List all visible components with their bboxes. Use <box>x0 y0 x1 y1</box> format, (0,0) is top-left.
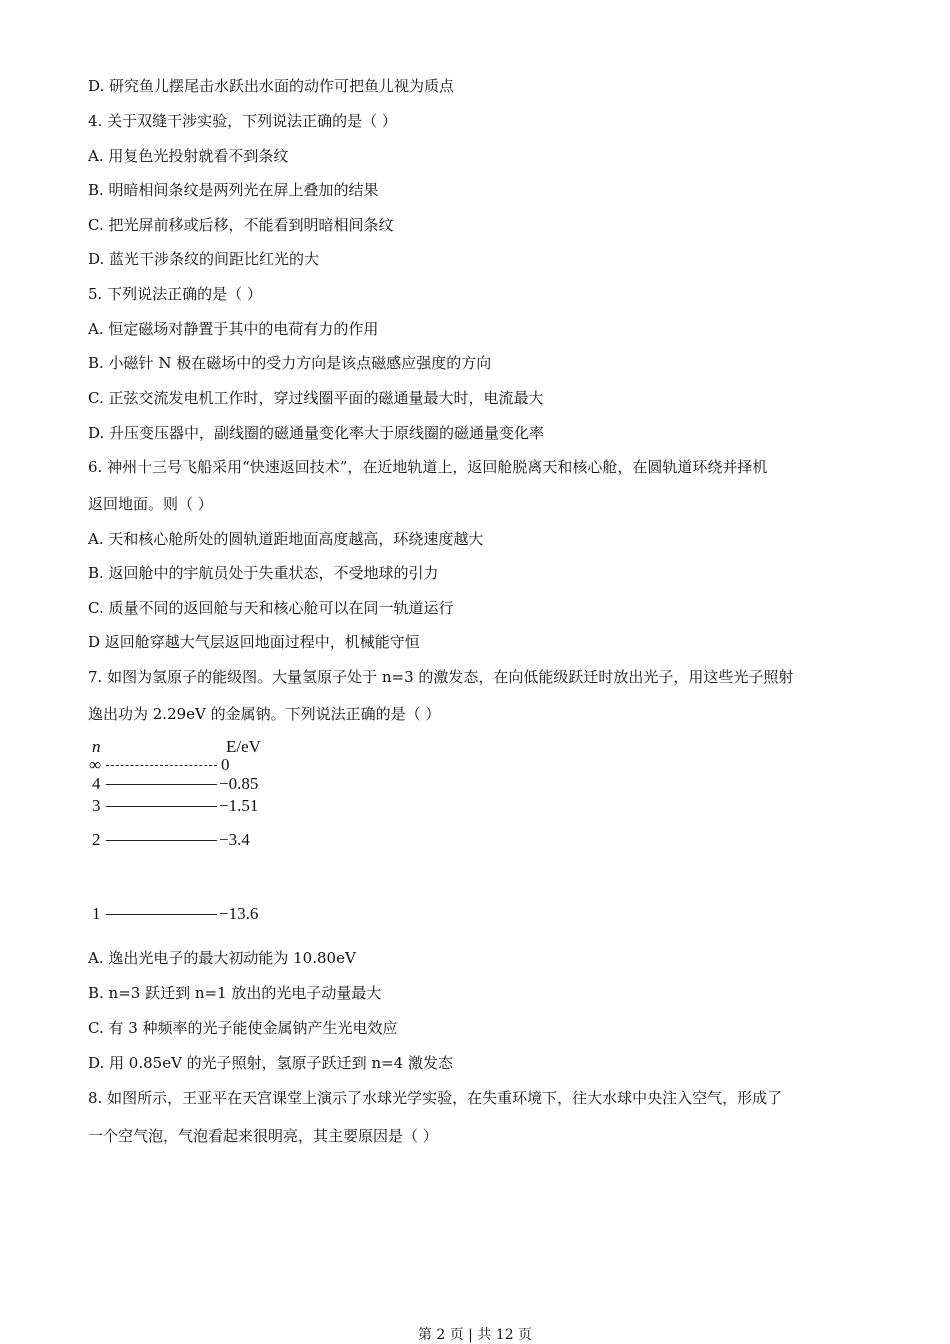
question-6-stem-cont: 返回地面。则（ ） <box>88 495 213 513</box>
option-c: C. 把光屏前移或后移，不能看到明暗相间条纹 <box>88 216 394 234</box>
option-b: B. 明暗相间条纹是两列光在屏上叠加的结果 <box>88 181 379 199</box>
energy-axis-label: E/eV <box>226 737 261 756</box>
option-a: A. 逸出光电子的最大初动能为 10.80eV <box>88 949 356 967</box>
question-5-stem: 5. 下列说法正确的是（ ） <box>88 285 262 303</box>
option-a: A. 天和核心舱所处的圆轨道距地面高度越高，环绕速度越大 <box>88 530 484 548</box>
level-energy: −1.51 <box>219 796 259 815</box>
option-d: D. 用 0.85eV 的光子照射，氢原子跃迁到 n=4 激发态 <box>88 1054 453 1072</box>
text-line: D. 研究鱼儿摆尾击水跃出水面的动作可把鱼儿视为质点 <box>88 77 455 95</box>
option-c: C. 质量不同的返回舱与天和核心舱可以在同一轨道运行 <box>88 599 454 617</box>
option-b: B. 小磁针 N 极在磁场中的受力方向是该点磁感应强度的方向 <box>88 354 492 372</box>
level-n: ∞ <box>89 755 102 774</box>
option-c: C. 正弦交流发电机工作时，穿过线圈平面的磁通量最大时，电流最大 <box>88 389 544 407</box>
level-energy: −0.85 <box>219 774 259 793</box>
option-b: B. n=3 跃迁到 n=1 放出的光电子动量最大 <box>88 984 382 1002</box>
level-line-3 <box>106 806 217 807</box>
page-footer: 第 2 页 | 共 12 页 <box>417 1327 533 1343</box>
option-b: B. 返回舱中的宇航员处于失重状态，不受地球的引力 <box>88 564 439 582</box>
option-d: D. 蓝光干涉条纹的间距比红光的大 <box>88 250 320 268</box>
level-line-1 <box>106 914 217 915</box>
level-n: 1 <box>92 904 101 923</box>
level-n: 2 <box>92 830 101 849</box>
question-6-stem: 6. 神州十三号飞船采用“快速返回技术”，在近地轨道上，返回舱脱离天和核心舱，在圆轨道环绕并择机 <box>88 458 768 476</box>
question-7-stem-cont: 逸出功为 2.29eV 的金属钠。下列说法正确的是（ ） <box>88 705 441 723</box>
option-d: D. 升压变压器中，副线圈的磁通量变化率大于原线圈的磁通量变化率 <box>88 424 545 442</box>
n-axis-label: n <box>92 737 101 756</box>
level-n: 4 <box>92 774 101 793</box>
level-energy: 0 <box>221 755 230 774</box>
question-8-stem-cont: 一个空气泡，气泡看起来很明亮，其主要原因是（ ） <box>88 1127 438 1145</box>
level-n: 3 <box>92 796 101 815</box>
question-8-stem: 8. 如图所示，王亚平在天宫课堂上演示了水球光学实验，在失重环境下，往大水球中央注入空气，形成了 <box>88 1089 783 1107</box>
level-energy: −3.4 <box>219 830 250 849</box>
level-line-infinity <box>106 765 217 766</box>
option-a: A. 恒定磁场对静置于其中的电荷有力的作用 <box>88 320 379 338</box>
question-7-stem: 7. 如图为氢原子的能级图。大量氢原子处于 n=3 的激发态，在向低能级跃迁时放出光子，用这些光子照射 <box>88 668 794 686</box>
level-energy: −13.6 <box>219 904 259 923</box>
option-d: D 返回舱穿越大气层返回地面过程中，机械能守恒 <box>88 633 420 651</box>
level-line-2 <box>106 840 217 841</box>
option-a: A. 用复色光投射就看不到条纹 <box>88 147 289 165</box>
question-4-stem: 4. 关于双缝干涉实验，下列说法正确的是（ ） <box>88 112 397 130</box>
option-c: C. 有 3 种频率的光子能使金属钠产生光电效应 <box>88 1019 398 1037</box>
level-line-4 <box>106 784 217 785</box>
